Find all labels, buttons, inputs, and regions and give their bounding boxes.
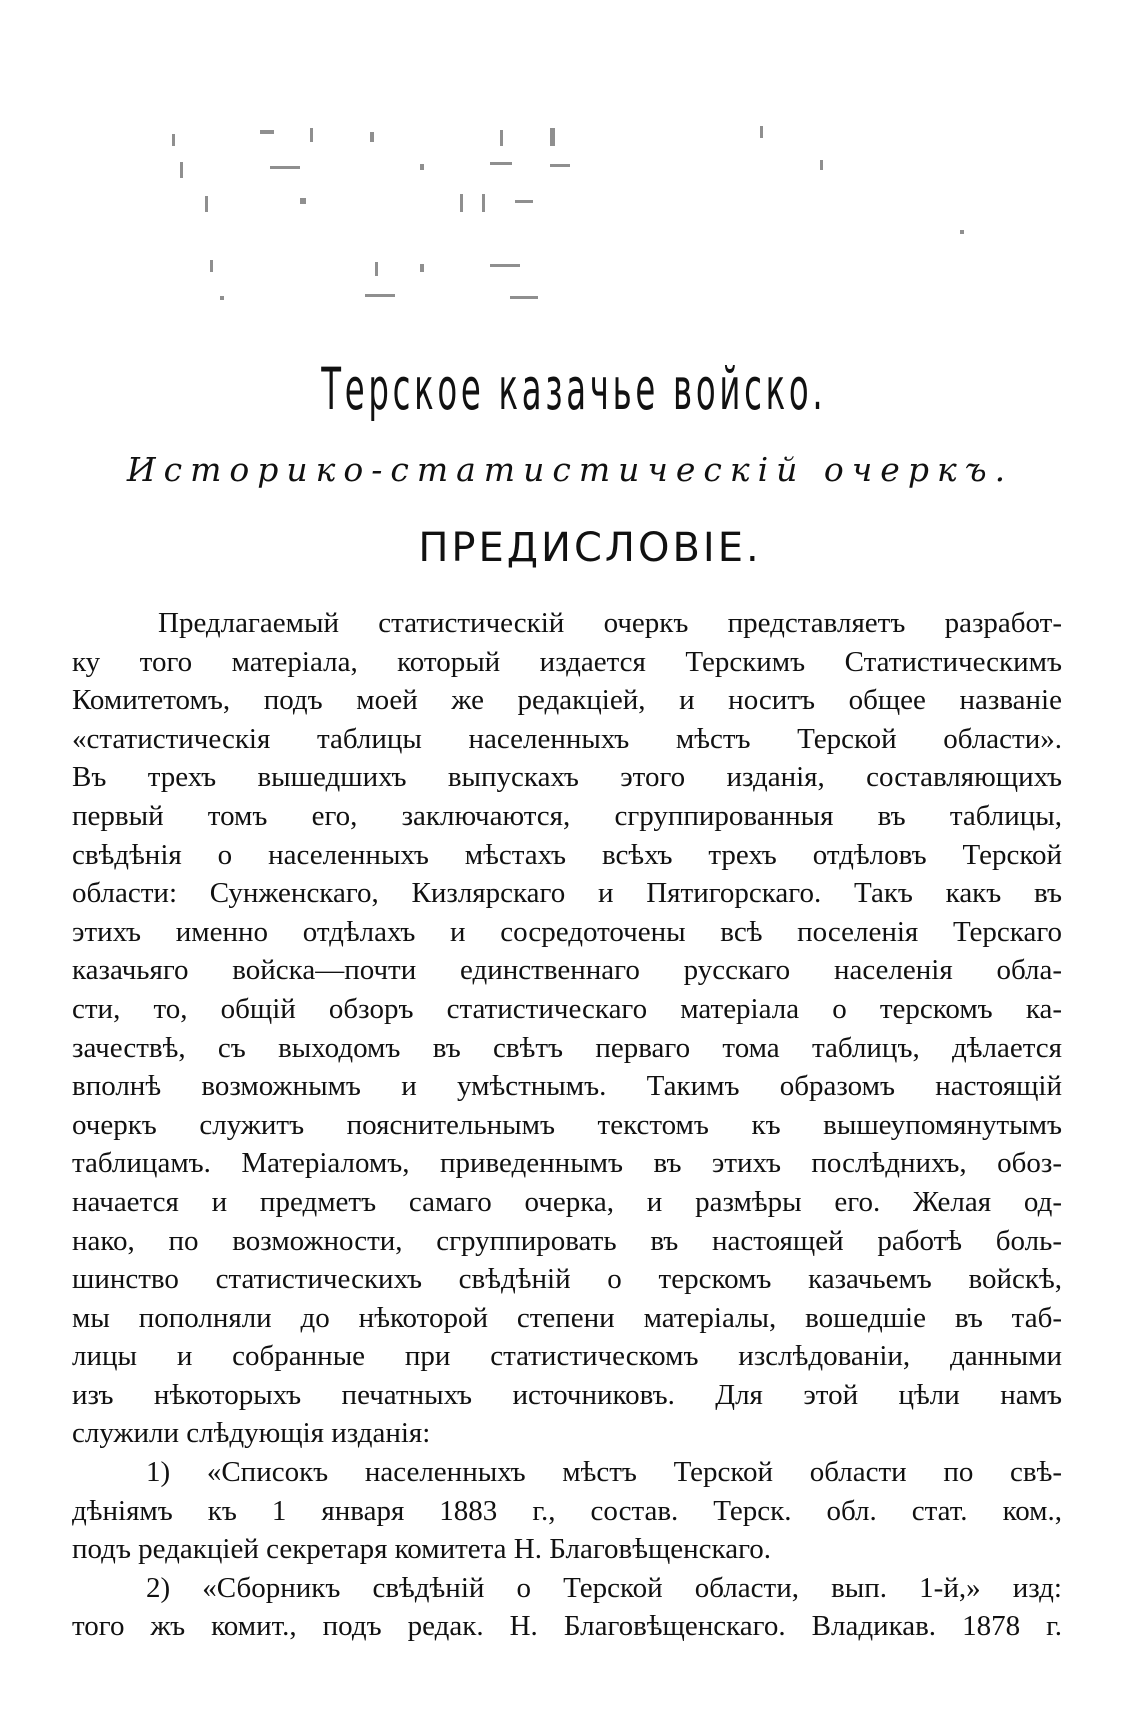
text-line: Предлагаемый статистическій очеркъ представляетъ разработ-	[158, 607, 1062, 639]
text-line: области: Сунженскаго, Кизлярскаго и Пятигорскаго. Такъ какъ въ	[72, 877, 1062, 910]
text-line: таблицамъ. Матеріаломъ, приведеннымъ въ этихъ послѣднихъ, обоз-	[72, 1147, 1062, 1180]
show-through-marks	[120, 120, 1040, 340]
text-line: зачествѣ, съ выходомъ въ свѣтъ перваго тома таблицъ, дѣлается	[72, 1031, 1062, 1064]
text-line: мы пополняли до нѣкоторой степени матеріалы, вошедшіе въ таб-	[72, 1301, 1062, 1334]
text-line: очеркъ служитъ пояснительнымъ текстомъ къ вышеупомянутымъ	[72, 1108, 1062, 1141]
text-line: свѣдѣнія о населенныхъ мѣстахъ всѣхъ трехъ отдѣловъ Терской	[72, 838, 1062, 871]
text-line: этихъ именно отдѣлахъ и сосредоточены всѣ поселенія Терскаго	[72, 915, 1062, 948]
document-title: Терское казачье войско.	[321, 355, 827, 423]
text-line: ку того матеріала, который издается Терскимъ Статистическимъ	[72, 645, 1062, 678]
body-text	[72, 604, 1062, 1646]
text-line: первый томъ его, заключаются, сгруппированныя въ таблицы,	[72, 799, 1062, 832]
text-line: вполнѣ возможнымъ и умѣстнымъ. Такимъ образомъ настоящій	[72, 1070, 1062, 1103]
text-line: Въ трехъ вышедшихъ выпускахъ этого изданія, составляющихъ	[72, 761, 1062, 794]
list-item-line: того жъ комит., подъ редак. Н. Благовѣщенскаго. Владикав. 1878 г.	[72, 1610, 1062, 1643]
text-line: казачьяго войска—почти единственнаго русскаго населенія обла-	[72, 954, 1062, 987]
list-item-line: 1) «Списокъ населенныхъ мѣстъ Терской области по свѣ-	[146, 1456, 1062, 1489]
document-subtitle: Историко-статистическій очеркъ.	[126, 450, 1014, 489]
list-item-line: дѣніямъ къ 1 января 1883 г., состав. Терск. обл. стат. ком.,	[72, 1494, 1062, 1527]
text-line: лицы и собранные при статистическомъ изслѣдованіи, данными	[72, 1340, 1062, 1373]
text-line: нако, по возможности, сгруппировать въ настоящей работѣ боль-	[72, 1224, 1062, 1257]
text-line: изъ нѣкоторыхъ печатныхъ источниковъ. Для этой цѣли намъ	[72, 1378, 1062, 1411]
list-item-line: 2) «Сборникъ свѣдѣній о Терской области, вып. 1-й,» изд:	[146, 1571, 1062, 1604]
text-line: служили слѣдующія изданія:	[72, 1417, 431, 1450]
text-line: Комитетомъ, подъ моей же редакціей, и носитъ общее названіе	[72, 684, 1062, 717]
text-line: начается и предметъ самаго очерка, и размѣры его. Желая од-	[72, 1185, 1062, 1218]
text-line: сти, то, общій обзоръ статистическаго матеріала о терскомъ ка-	[72, 992, 1062, 1025]
text-line: шинство статистическихъ свѣдѣній о терскомъ казачьемъ войскѣ,	[72, 1263, 1062, 1296]
list-item-line: подъ редакціей секретаря комитета Н. Благовѣщенскаго.	[72, 1533, 771, 1566]
text-line: «статистическія таблицы населенныхъ мѣстъ Терской области».	[72, 722, 1062, 755]
preface-heading: ПРЕДИСЛОВІЕ.	[418, 525, 762, 571]
